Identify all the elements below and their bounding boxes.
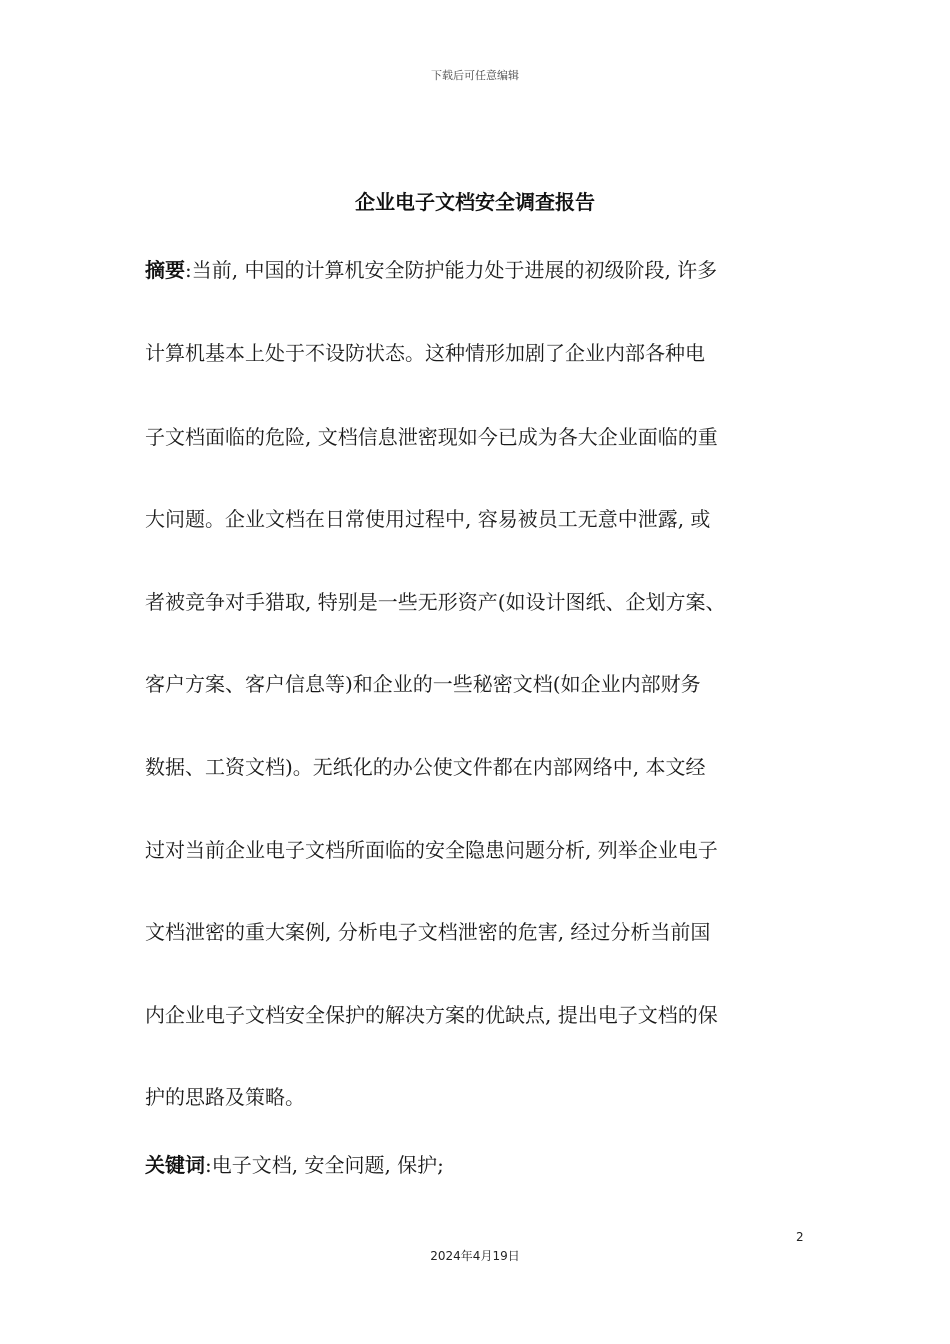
keywords-line <box>145 1151 815 1179</box>
abstract-line-4: 大问题。企业文档在日常使用过程中, 容易被员工无意中泄露, 或 <box>145 507 711 531</box>
abstract-line-9: 文档泄密的重大案例, 分析电子文档泄密的危害, 经过分析当前国 <box>145 920 711 944</box>
abstract-line-text: 当前, 中国的计算机安全防护能力处于进展的初级阶段, 许多 <box>191 258 718 282</box>
abstract-line-7: 数据、工资文档)。无纸化的办公使文件都在内部网络中, 本文经 <box>145 755 706 779</box>
abstract-line-1 <box>145 256 815 284</box>
header-note: 下载后可任意编辑 <box>431 69 519 82</box>
abstract-line-10: 内企业电子文档安全保护的解决方案的优缺点, 提出电子文档的保 <box>145 1003 718 1027</box>
abstract-line-6: 客户方案、客户信息等)和企业的一些秘密文档(如企业内部财务 <box>145 672 701 696</box>
abstract-line-5: 者被竞争对手猎取, 特别是一些无形资产(如设计图纸、企划方案、 <box>145 590 726 614</box>
abstract-separator: : <box>185 258 192 282</box>
abstract-label: 摘要 <box>145 258 185 282</box>
keywords-label: 关键词 <box>145 1153 205 1177</box>
abstract-line-3: 子文档面临的危险, 文档信息泄密现如今已成为各大企业面临的重 <box>145 425 718 449</box>
keywords-text: 电子文档, 安全问题, 保护; <box>211 1153 444 1177</box>
page-number: 2 <box>796 1230 804 1244</box>
footer-date: 2024年4月19日 <box>430 1249 520 1263</box>
abstract-line-2: 计算机基本上处于不设防状态。这种情形加剧了企业内部各种电 <box>145 341 705 365</box>
abstract-line-11: 护的思路及策略。 <box>145 1085 305 1109</box>
document-title: 企业电子文档安全调查报告 <box>355 190 595 214</box>
keywords-separator: : <box>205 1153 212 1177</box>
abstract-line-8: 过对当前企业电子文档所面临的安全隐患问题分析, 列举企业电子 <box>145 838 718 862</box>
